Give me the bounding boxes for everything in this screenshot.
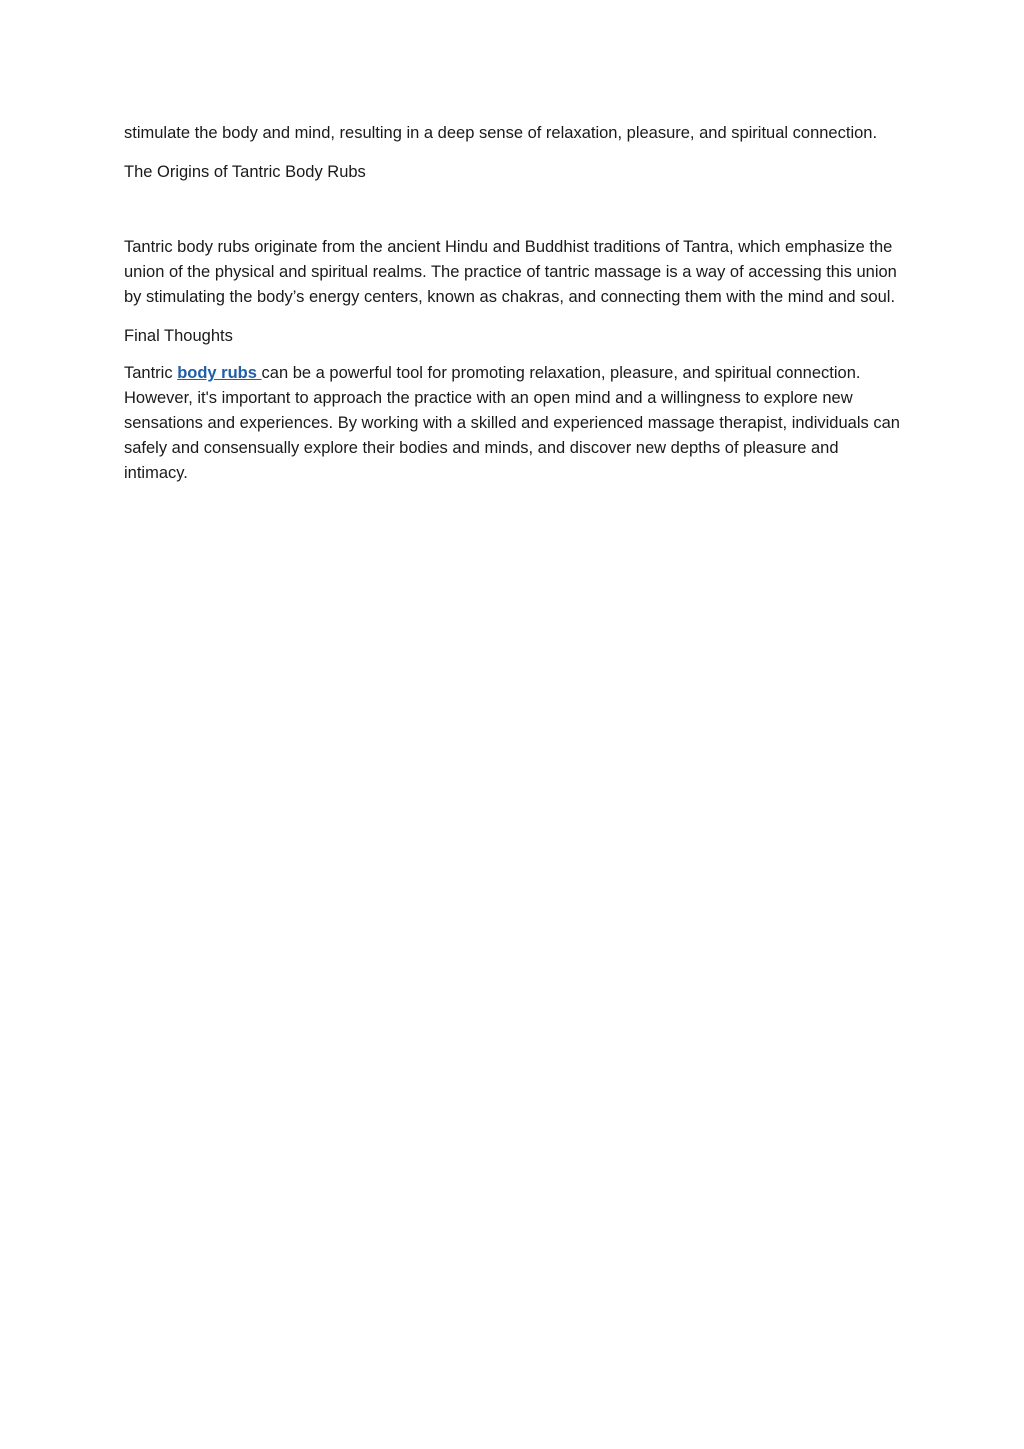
final-prefix-text: Tantric (124, 364, 178, 382)
intro-paragraph: stimulate the body and mind, resulting in a deep sense of relaxation, pleasure, and spiritual connection. (124, 124, 878, 142)
final-thoughts-paragraph (124, 361, 900, 486)
document-page (124, 121, 900, 486)
body-rubs-link[interactable]: body rubs (177, 364, 262, 382)
section-heading-origins: The Origins of Tantric Body Rubs (124, 163, 366, 181)
origins-paragraph: Tantric body rubs originate from the ancient Hindu and Buddhist traditions of Tantra, which emphasize the union of the physical and spiritual realms. The practice of tantric massage is a way of accessing this union by stimulating the body’s energy centers, known as chakras, and connecting them with the mind and soul. (124, 238, 897, 306)
final-rest-text: can be a powerful tool for promoting relaxation, pleasure, and spiritual connection. However, it's important to approach the practice with an open mind and a willingness to explore new sensations and experiences. By working with a skilled and experienced massage therapist, individuals can safely and consensually explore their bodies and minds, and discover new depths of pleasure and intimacy. (124, 364, 900, 482)
section-heading-final-thoughts: Final Thoughts (124, 327, 233, 345)
